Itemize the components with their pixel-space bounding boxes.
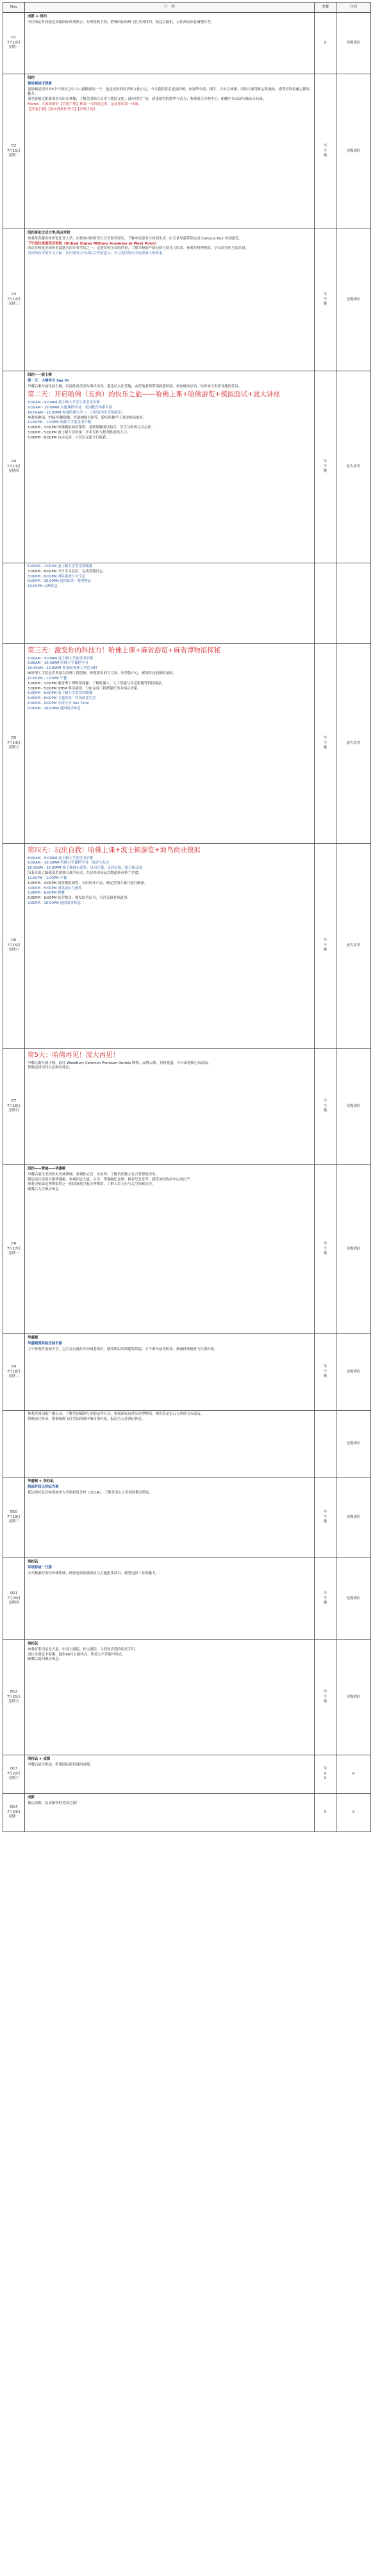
trip-line: 晚餐后入住酒店休息。	[28, 1187, 62, 1192]
trip-line: 3:00PM - 5:00PM 波士顿大学讲座：学术写作与批判性思维入门。	[28, 431, 131, 435]
trip-heading: 成都 ✈ 纽约	[28, 15, 47, 19]
hotel-cell	[336, 1165, 371, 1334]
trip-line: 参观美国国家广播公司，了解美国媒体行业的运作方式；参观国家自然历史博物馆，观看恐龙化石与珍贵宝石展品。	[28, 1412, 204, 1416]
day-text: 7月14日	[6, 741, 21, 745]
meal-text: 早	[323, 736, 327, 740]
hotel-text: 星级酒店	[346, 1369, 361, 1374]
trip-line: 曼哈顿是纽约市5个行政区之中人口最稠密的一个，也是美国的经济和文化中心。今天我们将走进曼哈顿，参观华尔街、铜牛、自由女神像、帝国大厦等标志性地标，感受世界金融之都的魅力。	[28, 87, 310, 97]
trip-content	[25, 1049, 314, 1072]
meals-cell	[315, 1477, 336, 1558]
meal-text: X	[324, 1771, 327, 1776]
trip-line: 前往圣莫尼卡海滩，漫步66号公路终点，欣赏太平洋海岸风光。	[28, 1652, 126, 1657]
itinerary-row	[3, 371, 371, 563]
day-text: 7月13日	[6, 464, 21, 469]
trip-line: 8:00AM - 9:00AM 波士顿大学食堂用早餐	[28, 656, 93, 661]
trip-line: 西点军校是美国历史最悠久的军事学院之一，走进军校学员的世界，了解军校的严格纪律与领导力培养，参观军校博物馆、学员宿舍区与阅兵场。	[28, 246, 249, 251]
meals-cell	[315, 1640, 336, 1755]
day-text: 星期三	[8, 1520, 19, 1524]
day-text: D6	[11, 938, 17, 942]
itinerary-row	[3, 1165, 371, 1334]
meal-text: 晚	[323, 154, 327, 158]
hotel-cell	[336, 1477, 371, 1558]
trip-line: 8:00AM - 9:00AM 波士顿大学食堂用早餐	[28, 856, 93, 860]
day-cell	[3, 1640, 25, 1755]
meal-text: 早	[323, 292, 327, 296]
day-text: 7月24日	[6, 1810, 21, 1814]
trip-line: 参观史密森尼博物馆群之一的国家航空航天博物馆，了解人类飞行与太空探索历史。	[28, 1182, 156, 1187]
day-text: 7月18日	[6, 1369, 21, 1374]
trip-line: 3:00PM - 5:00PM STEM 科学挑战：分组完成工程搭建任务并展示成果。	[28, 686, 141, 691]
trip-line: 美国西点军校学习目标：认识领导力与团队合作的意义；学习美国历史中的重要人物故事。	[28, 252, 166, 256]
day-title: 第三天：激发你的科技力！哈佛上课+麻省游览+麻省博物馆探秘	[28, 647, 221, 654]
day-text: D4	[11, 459, 17, 463]
day-text: 星期一	[8, 1252, 19, 1256]
meal-text: 早	[323, 938, 327, 942]
day-text: D1	[11, 35, 17, 40]
trip-line: 9:00PM - 10:00PM 返回宿舍休息	[28, 901, 81, 906]
day-text: 星期二	[8, 154, 19, 158]
trip-heading: 曼哈顿城市探索	[28, 81, 52, 86]
day-text: 星期三	[8, 302, 19, 307]
trip-line: 参观哈佛园、约翰·哈佛铜像、怀德纳图书馆等，聆听哈佛学子讲述校园故事。	[28, 415, 146, 420]
day-text: D12	[10, 1689, 17, 1694]
day-text: D3	[11, 292, 17, 296]
itinerary-row	[3, 1558, 371, 1640]
trip-content	[25, 644, 314, 713]
day-text: 星期六	[8, 948, 19, 953]
trip-cell	[25, 74, 315, 229]
itinerary-row	[3, 644, 371, 844]
day-text: 7月22日	[6, 1771, 21, 1776]
hotel-text: 星级酒店	[346, 40, 361, 45]
trip-line: 12:00PM - 1:00PM 哈佛大学食堂用午餐	[28, 421, 92, 425]
hotel-cell	[336, 13, 371, 74]
meals-cell	[315, 229, 336, 371]
trip-line: 6:00PM - 9:00PM 结营晚会：颁发结营证书，与营员和老师道别。	[28, 896, 131, 901]
trip-cell	[25, 371, 315, 563]
itinerary-row	[3, 1794, 371, 1832]
trip-content	[25, 563, 314, 591]
meal-text: 午	[323, 1104, 327, 1108]
meal-text: 午	[323, 1369, 327, 1374]
hotel-text: 星级酒店	[346, 1104, 361, 1108]
day-title: 第二天：开启哈佛（五典）的快乐之旅——哈佛上课+哈佛游览+模拟面试+波大讲座	[28, 390, 280, 399]
meals-cell	[315, 1334, 336, 1411]
trip-content	[25, 1334, 314, 1353]
trip-cell	[25, 13, 315, 74]
day-text: D13	[10, 1766, 17, 1771]
meal-text: 早	[323, 1591, 327, 1595]
trip-line: 12:00PM - 1:00PM 午餐	[28, 876, 67, 880]
trip-heading: 洛杉矶	[28, 1560, 38, 1564]
itinerary-sheet	[3, 2, 370, 1832]
meal-text: 午	[323, 1515, 327, 1519]
itinerary-row	[3, 13, 371, 74]
meal-text: 早	[323, 1099, 327, 1103]
trip-heading: 第一天：小镇学习 Say Hi	[28, 378, 69, 383]
hotel-text: 星级酒店	[346, 1246, 361, 1251]
trip-heading: 纽约——波士顿	[28, 373, 52, 377]
trip-line: 9:00AM - 10:30AM 哈佛大学课程学习：演讲与表达	[28, 861, 109, 865]
day-text: D2	[11, 143, 17, 148]
trip-line: 5:00PM - 6:00PM 自由活动，与营员交流今日收获。	[28, 435, 110, 440]
meal-text: 午	[323, 1596, 327, 1600]
day-cell	[3, 1794, 25, 1832]
hotel-text: 星级酒店	[346, 1695, 361, 1699]
trip-line: 8:00AM - 9:00AM 波士顿大学学生食堂用早餐	[28, 401, 100, 405]
hotel-text: 星级酒店	[346, 1596, 361, 1600]
trip-cell	[25, 1755, 315, 1794]
meal-text: 晚	[323, 1109, 327, 1113]
trip-line: 10:00AM - 12:00PM 参观哈佛大学（一小时的学生带领游览）	[28, 410, 125, 415]
hotel-cell	[336, 371, 371, 563]
trip-line: 7:00PM - 8:00PM 今日学习总结，完成营地日志。	[28, 569, 106, 574]
day-text: 星期日	[8, 1109, 19, 1113]
itinerary-row	[3, 1640, 371, 1755]
itinerary-row	[3, 1755, 371, 1794]
hotel-cell	[336, 1755, 371, 1794]
itinerary-row	[3, 844, 371, 1049]
day-text: 星期五	[8, 1700, 19, 1704]
meal-text: 午	[323, 297, 327, 302]
day-cell	[3, 1477, 25, 1558]
meal-text: 早	[323, 1241, 327, 1246]
trip-line: 随后前往美国首都华盛顿，参观国会大厦、白宫、华盛顿纪念碑、林肯纪念堂等，感受美国政治中心的庄严。	[28, 1177, 194, 1182]
trip-line: 参观好莱坞星光大道、中国大剧院、杜比剧院，寻找你喜爱的明星手印。	[28, 1647, 138, 1652]
hotel-cell	[336, 1794, 371, 1832]
trip-line: 9:00PM - 10:00PM 返回宿舍休息	[28, 706, 81, 711]
trip-cell	[25, 1794, 315, 1832]
trip-content	[25, 1755, 314, 1769]
trip-line: 1:00PM - 3:00PM 哈佛模拟面试课程：老师讲解面试技巧，学生分组练习并点评。	[28, 426, 155, 430]
trip-line: 全天畅游好莱坞环球影城，体验电影拍摄场景与主题游乐项目，感受电影工业的魅力。	[28, 1571, 159, 1575]
trip-cell	[25, 1411, 315, 1477]
trip-line: 6:00PM - 8:00PM 主题讲座：科技改变生活	[28, 696, 96, 701]
trip-content	[25, 1558, 314, 1577]
trip-cell	[25, 1558, 315, 1640]
trip-content	[25, 1477, 314, 1497]
trip-line: 10:30AM - 12:00PM 波士顿城市游览：自由之路、昆西市场、波士顿公园	[28, 866, 142, 871]
trip-line: 1:00PM - 4:00PM 商业模拟课程：分组设计产品、制定营销方案并进行路演。	[28, 881, 148, 885]
trip-line: 早餐后离开波士顿，前往 Woodbury Common Premium Outlets 购物，品牌云集，价格优惠，可自由选购心仪商品。	[28, 1061, 211, 1065]
trip-heading: 成都	[28, 1796, 35, 1799]
meal-text: 早	[323, 143, 327, 148]
meal-text: 晚	[323, 1601, 327, 1606]
trip-cell	[25, 1165, 315, 1334]
trip-line: 沿着自由之路感受美国独立战争历史，在昆西市场品尝地道新英格兰美食。	[28, 871, 142, 876]
meals-cell	[315, 371, 336, 563]
hotel-cell	[336, 563, 371, 644]
day-cell	[3, 844, 25, 1049]
header-day: Day	[3, 3, 25, 13]
trip-line: 麻省理工学院是世界顶尖的理工科院校，参观著名的大穹顶、史塔特中心，感受科技创新的氛围。	[28, 672, 176, 676]
itinerary-row	[3, 1334, 371, 1411]
day-title: 第四天：玩出自我！哈佛上课+波士顿游览+海鸟商业模拟	[28, 846, 201, 854]
meals-cell	[315, 844, 336, 1049]
trip-line	[28, 1422, 312, 1424]
meal-text: 午	[323, 1695, 327, 1699]
trip-line: 6:00PM - 7:00PM 波士顿大学食堂用晚餐	[28, 565, 93, 568]
meal-text: 午	[323, 741, 327, 745]
meal-text: 晚	[323, 1374, 327, 1379]
day-text: D5	[11, 736, 17, 740]
day-cell	[3, 1049, 25, 1165]
header-meals: 用餐	[315, 3, 336, 13]
trip-line	[28, 26, 312, 28]
meal-text: 晚	[323, 302, 327, 307]
trip-line: 【营地手册】【城市探索任务卡】【分组讨论】	[28, 107, 97, 111]
trip-line: 早餐后乘车前往波士顿，沿途欣赏美国东海岸风光。抵达后入住营地，由营地老师带领熟悉环境，参加破冰活动，结识来自世界各地的营员。	[28, 384, 242, 389]
hotel-cell	[336, 74, 371, 229]
header-trip: 行 程	[25, 3, 315, 13]
meal-text: 早	[323, 1509, 327, 1514]
itinerary-rows	[3, 13, 371, 1832]
trip-line: 早餐后前往美国历史名城费城，参观独立宫、自由钟，了解美国独立宣言签署的历史。	[28, 1172, 159, 1177]
day-text: 7月10日	[6, 40, 21, 45]
trip-heading: 洛杉矶 ✈ 成都	[28, 1757, 51, 1761]
hotel-text: X	[352, 1771, 355, 1776]
day-text: D7	[11, 1099, 17, 1103]
trip-content	[25, 1640, 314, 1664]
day-text: 星期一	[8, 1815, 19, 1819]
trip-line: 8:00PM - 9:00PM 小组分享 Talk Time	[28, 702, 89, 706]
meal-text: X	[324, 1810, 327, 1814]
itinerary-table	[3, 2, 371, 1832]
day-cell	[3, 13, 25, 74]
day-text: 7月11日	[6, 149, 21, 153]
day-text: 7月20日	[6, 1596, 21, 1600]
hotel-cell	[336, 1558, 371, 1640]
day-text: 7月15日	[6, 943, 21, 947]
trip-line: 傍晚前往机场，搭乘航班飞往美国西海岸城市洛杉矶，抵达后入住酒店休息。	[28, 1417, 145, 1421]
trip-cell	[25, 1477, 315, 1558]
day-text: D8	[11, 1241, 17, 1246]
hotel-cell	[336, 1640, 371, 1755]
hotel-cell	[336, 229, 371, 371]
trip-heading: 华盛顿	[28, 1336, 38, 1340]
trip-line: 抵达洛杉矶后参观加州大学洛杉矶分校（UCLA），了解美国公立名校的教育特色。	[28, 1490, 153, 1495]
day-cell	[3, 229, 25, 371]
day-cell	[3, 1411, 25, 1477]
trip-cell	[25, 844, 315, 1049]
meal-text: X	[324, 40, 327, 45]
day-text: 星期一	[8, 45, 19, 50]
trip-line: 1:00PM - 3:00PM 麻省理工博物馆探秘：了解机器人、人工智能与全息影像等科技展品。	[28, 681, 165, 686]
hotel-cell	[336, 644, 371, 844]
itinerary-row	[3, 229, 371, 371]
trip-line: 傍晚返回纽约入住酒店休息。	[28, 1066, 73, 1070]
meals-cell	[315, 74, 336, 229]
trip-line: 5:00PM - 6:00PM 波士顿大学食堂用晚餐	[28, 691, 93, 696]
meals-cell	[315, 13, 336, 74]
meals-cell	[315, 1755, 336, 1794]
meal-text: 午	[323, 1246, 327, 1251]
day-text: D9	[11, 1364, 17, 1369]
day-text: 7月19日	[6, 1515, 21, 1519]
meal-text: 晚	[323, 746, 327, 750]
trip-cell	[25, 229, 315, 371]
meals-cell	[315, 1411, 336, 1477]
day-cell	[3, 371, 25, 563]
meals-cell	[315, 1794, 336, 1832]
hotel-cell	[336, 1049, 371, 1165]
meal-text: X	[324, 1776, 327, 1781]
trip-line: 乘坐游船近距离观看自由女神像，了解美国独立历史与移民文化；漫步时代广场，感受纽约的繁华与活力；参观洛克菲勒中心，俯瞰中央公园与城市天际线。	[28, 97, 266, 102]
hotel-cell	[336, 844, 371, 1049]
hotel-text: 星级酒店	[346, 1515, 361, 1519]
trip-content	[25, 1794, 314, 1808]
trip-line: 9:00PM - 10:00PM 返回宿舍，整理物品	[28, 579, 92, 584]
trip-cell	[25, 1049, 315, 1165]
meal-text: 午	[323, 464, 327, 469]
trip-heading: 航班时间以实际为准	[28, 1485, 59, 1489]
itinerary-row	[3, 1049, 371, 1165]
day-text: D10	[10, 1509, 17, 1514]
trip-cell	[25, 644, 315, 844]
itinerary-row	[3, 563, 371, 644]
trip-heading: 纽约哥伦比亚大学/西点军校	[28, 231, 70, 235]
day-text: 7月12日	[6, 297, 21, 302]
trip-line: 抵达成都，结束愉快的美国之旅！	[28, 1801, 79, 1805]
meal-text: 午	[323, 943, 327, 947]
trip-line: 今日指定时间抵达双流国际机场集合，办理登机手续，搭乘国际航班飞往美国纽约，抵达后接机，入住酒店休息调整时差。	[28, 20, 215, 24]
trip-line: 10:00PM 入睡休息	[28, 584, 58, 589]
day-text: 7月17日	[6, 1246, 21, 1251]
itinerary-row	[3, 1411, 371, 1477]
meal-text: 早	[323, 1364, 327, 1369]
meal-text: 早	[323, 459, 327, 463]
trip-content	[25, 13, 314, 29]
trip-line: 9:00AM - 10:30AM 哈佛大学课程学习	[28, 661, 88, 666]
trip-content	[25, 371, 314, 442]
itinerary-row	[3, 74, 371, 229]
trip-line: 10:30AM - 12:00PM 参观麻省理工学院 MIT	[28, 666, 97, 671]
day-text: 7月16日	[6, 1104, 21, 1108]
hotel-text: 波大宿舍	[346, 464, 361, 469]
trip-line: Memo：大家准备好【营地手册】和第一天的笔记本，记录你的第一印象。	[28, 102, 142, 107]
hotel-cell	[336, 1411, 371, 1477]
trip-line: 参观常春藤名校哥伦比亚大学，在校园内聆听学长分享留学经历，了解申请要求与校园生活；由专业导游带领完成 Campus Tour 校园游览。	[28, 236, 242, 241]
trip-line: 上午参观乔治城大学，之后自由漫步乔治城老街区，感受殖民时期建筑风貌。下午乘车前往机场，准备搭乘航班飞往洛杉矶。	[28, 1347, 218, 1351]
meals-cell	[315, 1165, 336, 1334]
day-cell	[3, 644, 25, 844]
itinerary-row	[3, 1477, 371, 1558]
meal-text: 晚	[323, 1520, 327, 1524]
trip-heading: 环球影城一日游	[28, 1565, 52, 1570]
meals-cell	[315, 563, 336, 644]
trip-line: 晚餐后返回酒店休息。	[28, 1657, 62, 1662]
trip-content	[25, 229, 314, 261]
trip-line: 下午前往美国西点军校（United States Military Academy at West Point）	[28, 241, 158, 246]
trip-heading: 洛杉矶	[28, 1642, 38, 1646]
day-cell	[3, 563, 25, 644]
trip-cell	[25, 563, 315, 644]
hotel-text: 星级酒店	[346, 1441, 361, 1445]
trip-line	[28, 257, 312, 259]
day-text: 星期六	[8, 1776, 19, 1781]
trip-content	[25, 1411, 314, 1426]
meals-cell	[315, 1558, 336, 1640]
trip-line: 早餐后前往机场，搭乘国际航班返回成都。	[28, 1762, 94, 1767]
trip-content	[25, 74, 314, 114]
day-cell	[3, 1334, 25, 1411]
day-title: 第5天：哈佛再见！波大再见！	[28, 1051, 120, 1059]
day-cell	[3, 1165, 25, 1334]
hotel-text: 波大宿舍	[346, 943, 361, 947]
day-cell	[3, 74, 25, 229]
day-text: 星期二	[8, 1374, 19, 1379]
trip-heading: 纽约	[28, 76, 35, 80]
meal-text: 晚	[323, 1252, 327, 1256]
header-hotel: 住宿	[336, 3, 371, 13]
trip-line: 12:00PM - 1:00PM 午餐	[28, 676, 67, 680]
trip-cell	[25, 1640, 315, 1755]
day-text: D11	[10, 1591, 17, 1595]
hotel-cell	[336, 1334, 371, 1411]
hotel-text: X	[352, 1810, 355, 1814]
trip-line: 8:00PM - 9:00PM 团队游戏与分享会	[28, 574, 86, 579]
meal-text: 早	[323, 1766, 327, 1771]
trip-cell	[25, 1334, 315, 1411]
table-header-row	[3, 3, 371, 13]
hotel-text: 星级酒店	[346, 297, 361, 302]
meal-text: 晚	[323, 1700, 327, 1704]
trip-content	[25, 844, 314, 908]
trip-line: 9:00AM - 10:00AM 主题课程学习：美国教育体系介绍	[28, 405, 113, 410]
day-text: 7月21日	[6, 1695, 21, 1699]
day-text: D14	[10, 1805, 17, 1809]
day-text: 星期五	[8, 746, 19, 750]
meals-cell	[315, 1049, 336, 1165]
trip-line: 5:00PM - 6:00PM 晚餐	[28, 891, 65, 896]
hotel-text: 星级酒店	[346, 149, 361, 153]
meal-text: 晚	[323, 469, 327, 474]
trip-heading: 华盛顿国际航空城市游	[28, 1341, 62, 1346]
hotel-text: 波大宿舍	[346, 741, 361, 745]
meals-cell	[315, 644, 336, 844]
trip-line: 4:00PM - 5:00PM 成果展示与颁奖	[28, 886, 82, 890]
trip-heading: 纽约——费城——华盛顿	[28, 1167, 66, 1171]
day-cell	[3, 1558, 25, 1640]
day-text: 星期四	[8, 1601, 19, 1606]
trip-content	[25, 1165, 314, 1194]
meal-text: 晚	[323, 948, 327, 953]
day-text: 星期四	[8, 469, 19, 474]
trip-heading: 华盛顿 ✈ 洛杉矶	[28, 1479, 54, 1483]
day-cell	[3, 1755, 25, 1794]
meal-text: 午	[323, 149, 327, 153]
meal-text: 早	[323, 1689, 327, 1694]
